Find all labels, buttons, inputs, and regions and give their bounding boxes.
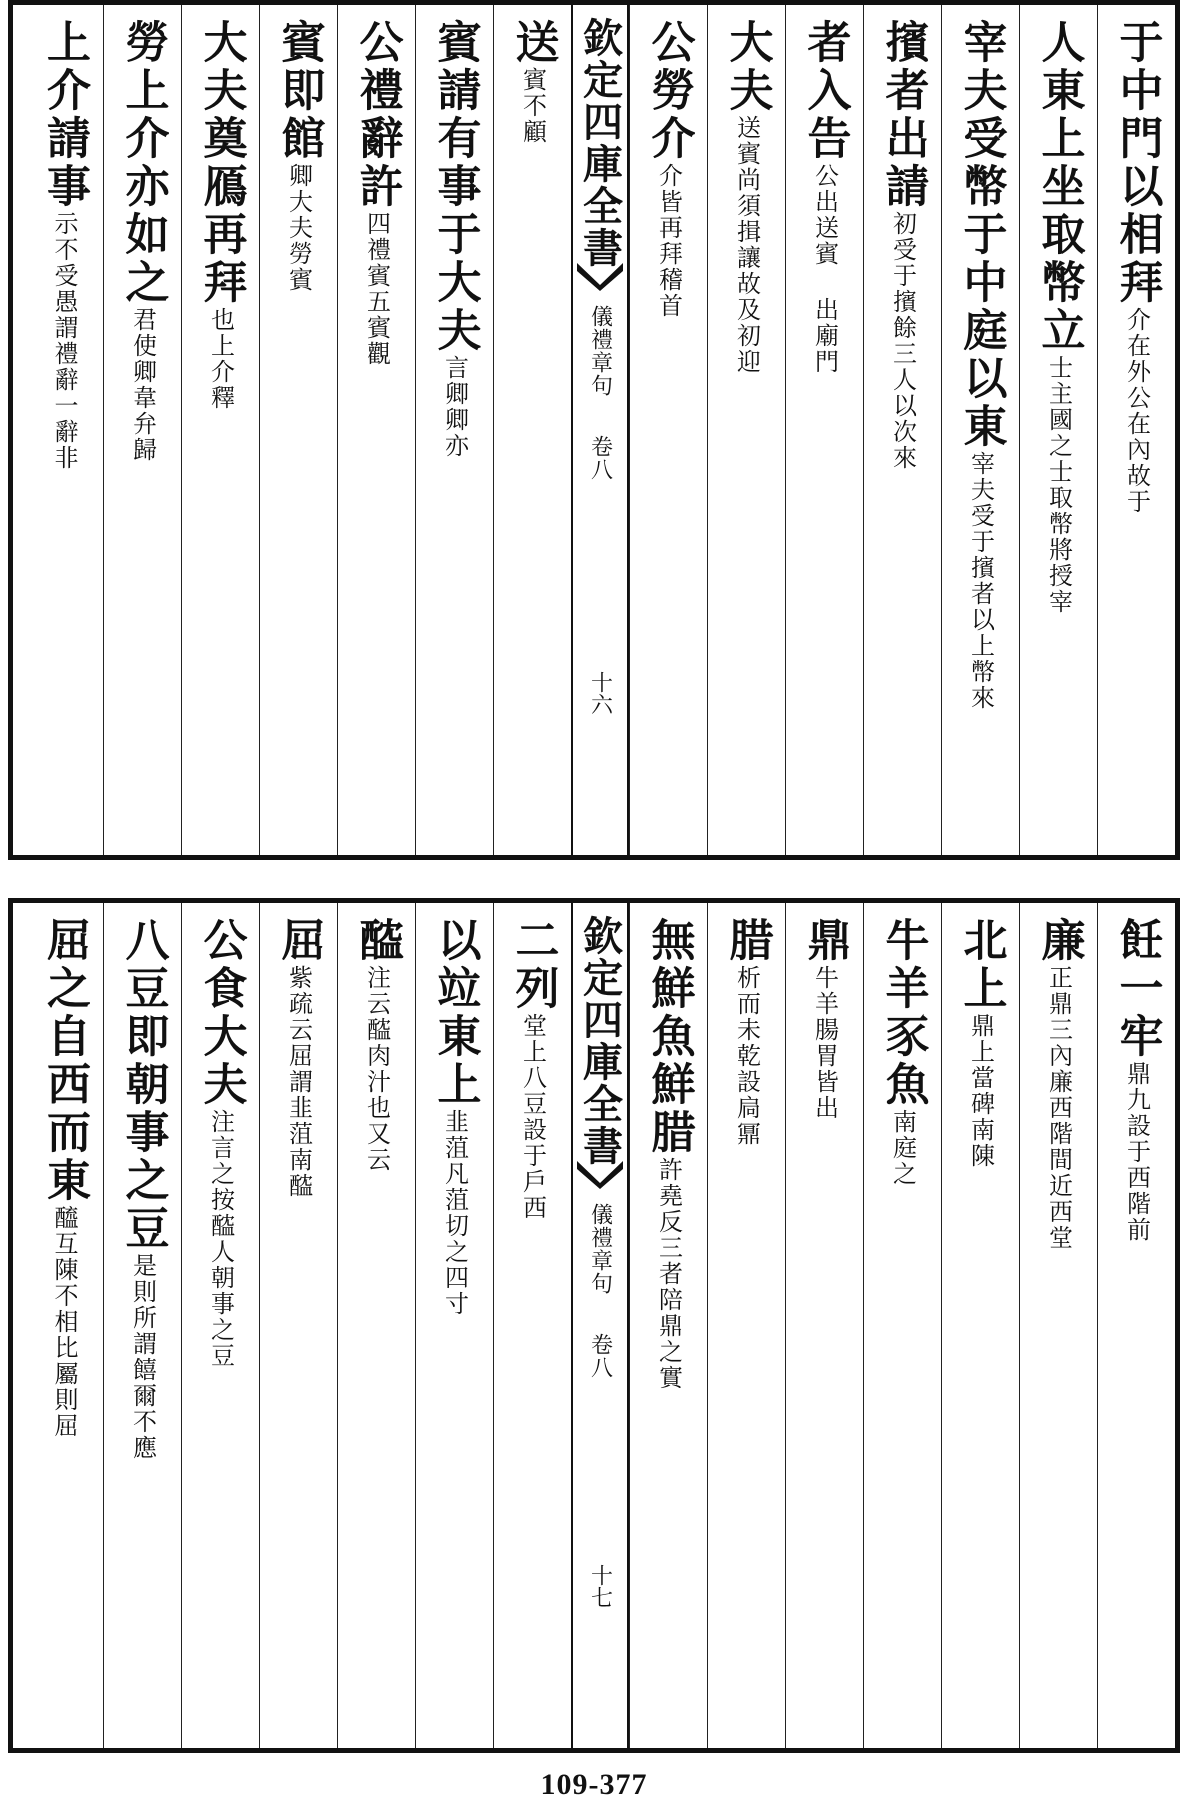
leaf-number: 十六 [587,671,613,715]
main-text: 送 [507,19,559,67]
text-column [103,5,181,855]
commentary-text: 言卿卿亦 [440,355,469,459]
volume-label: 卷八 [587,1333,613,1379]
commentary-text: 注言之按醓人朝事之豆 [206,1109,235,1369]
text-column [259,5,337,855]
commentary-text: 是則所謂饎爾不應 [128,1253,157,1461]
main-text: 大夫 [721,19,773,115]
main-text: 鼎 [799,917,851,965]
commentary-text: 堂上八豆設于戶西 [518,1013,547,1221]
bottom-page [8,898,1180,1753]
text-column [337,5,415,855]
text-column [493,903,571,1748]
page-number: 109-377 [540,1768,648,1801]
main-text: 屈之自西而東 [39,917,90,1205]
text-column [863,5,941,855]
leaf-number: 十七 [587,1564,613,1608]
text-column [259,903,337,1748]
text-column [941,903,1019,1748]
text-column [103,903,181,1748]
main-text: 無鮮魚鮮腊 [643,917,695,1157]
text-column [1097,903,1175,1748]
main-text: 于中門以相拜 [1111,19,1163,307]
main-text: 人東上坐取幣立 [1033,19,1085,355]
text-column [181,903,259,1748]
commentary-text: 南庭之 [888,1109,917,1187]
top-page [8,0,1180,860]
commentary-text: 士主國之士取幣將授宰 [1044,355,1073,615]
text-column [707,5,785,855]
main-text: 公食大夫 [195,917,247,1109]
main-text: 八豆即朝事之豆 [117,917,169,1253]
commentary-text: 卿大夫勞賓 [284,163,313,293]
main-text: 飪一牢 [1111,917,1163,1061]
main-text: 牛羊豕魚 [877,917,929,1109]
main-text: 公禮辭許 [351,19,403,211]
commentary-text: 韭菹凡菹切之四寸 [440,1109,469,1317]
commentary-text: 析而未乾設扃鼏 [732,965,761,1147]
commentary-text: 四禮賓五賓觀 [362,211,391,367]
text-column [25,5,103,855]
commentary-text: 鼎上當碑南陳 [966,1013,995,1169]
text-column [707,903,785,1748]
gutter-title: 欽定四庫全書 [576,17,624,269]
main-text: 勞上介亦如之 [117,19,169,307]
commentary-text: 牛羊腸胃皆出 [810,965,839,1121]
text-column [493,5,571,855]
text-column [25,903,103,1748]
commentary-text: 紫疏云屈謂韭菹南醓 [284,965,313,1199]
text-column [785,5,863,855]
commentary-text: 示不受愚謂禮辭一辭非 [50,211,78,471]
text-column [1019,903,1097,1748]
main-text: 宰夫受幣于中庭以東 [955,19,1007,451]
fish-tail-mark-icon [577,263,623,291]
commentary-text: 鼎九設于西階前 [1122,1061,1151,1243]
text-column [415,903,493,1748]
text-column [337,903,415,1748]
text-column [1019,5,1097,855]
main-text: 大夫奠鴈再拜 [195,19,247,307]
main-text: 醓 [351,917,403,965]
commentary-text: 也上介釋 [206,307,235,411]
commentary-text: 醯互陳不相比屬則屈 [50,1205,78,1439]
volume-label: 卷八 [587,435,613,481]
text-column [863,903,941,1748]
commentary-text: 君使卿韋弁歸 [128,307,157,463]
book-title: 儀禮章句 [587,305,613,397]
commentary-text: 送賓尚須揖讓故及初迎 [732,115,761,375]
text-column [629,5,707,855]
commentary-text: 介在外公在內故于 [1122,307,1151,515]
book-title: 儀禮章句 [587,1203,613,1295]
text-column [415,5,493,855]
main-text: 擯者出請 [877,19,929,211]
text-column [629,903,707,1748]
text-column [785,903,863,1748]
main-text: 二列 [507,917,559,1013]
main-text: 北上 [955,917,1007,1013]
main-text: 公勞介 [643,19,695,163]
main-text: 賓請有事于大夫 [429,19,481,355]
commentary-text: 介皆再拜稽首 [654,163,683,319]
text-column [941,5,1019,855]
gutter-title: 欽定四庫全書 [576,915,624,1167]
text-column [181,5,259,855]
fold-gutter [571,5,629,855]
main-text: 上介請事 [39,19,90,211]
fish-tail-mark-icon [577,1161,623,1189]
commentary-text: 賓不顧 [518,67,547,145]
main-text: 以竝東上 [429,917,481,1109]
main-text: 賓即館 [273,19,325,163]
commentary-text: 初受于擯餘三人以次來 [888,211,917,471]
main-text: 廉 [1033,917,1085,965]
commentary-text: 許堯反三者陪鼎之實 [654,1157,683,1391]
text-column [1097,5,1175,855]
commentary-text: 注云醓肉汁也又云 [362,965,391,1173]
commentary-text: 正鼎三內廉西階間近西堂 [1044,965,1073,1251]
main-text: 者入告 [799,19,851,163]
commentary-text: 公出送賓 出廟門 [810,163,839,375]
main-text: 屈 [273,917,325,965]
fold-gutter [571,903,629,1748]
main-text: 腊 [721,917,773,965]
commentary-text: 宰夫受于擯者以上幣來 [966,451,995,711]
